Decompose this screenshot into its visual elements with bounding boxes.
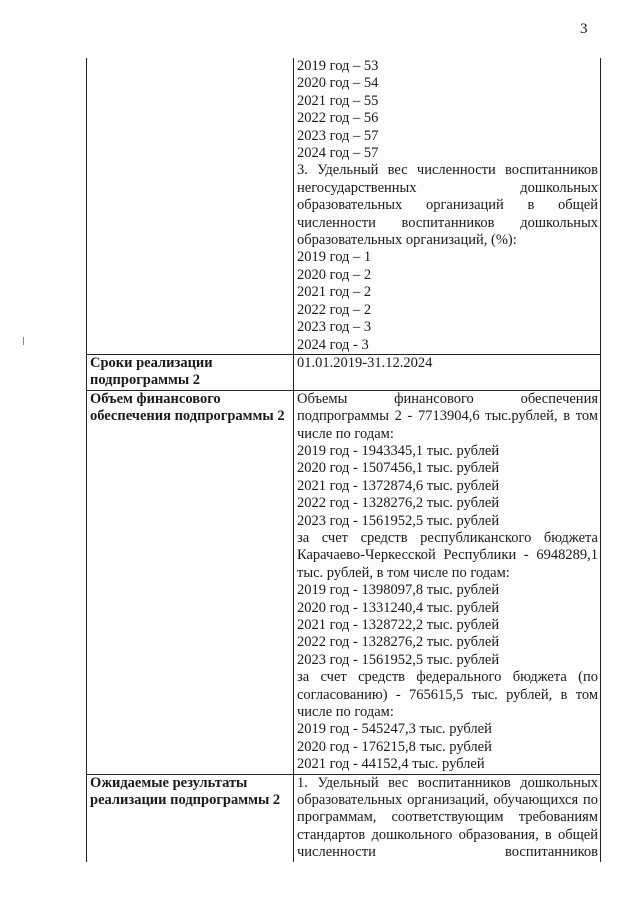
indicator-paragraph: 3. Удельный вес численности воспитанников негосударственных дошкольных образовательных организаций в общей численности воспитанников дошкольных образовательных организаций, (%): bbox=[297, 162, 598, 249]
row-label bbox=[87, 58, 294, 354]
row-content bbox=[294, 774, 601, 862]
funding-line: 2023 год - 1561952,5 тыс. рублей bbox=[297, 651, 500, 668]
funding-paragraph: за счет средств федерального бюджета (по согласованию) - 765615,5 тыс. рублей, в том числе по годам: bbox=[297, 669, 598, 721]
indicator-line: 2024 год – 57 bbox=[297, 145, 379, 162]
funding-line: 2019 год - 1943345,1 тыс. рублей bbox=[297, 442, 500, 459]
row-label: Ожидаемые результаты реализации подпрограммы 2 bbox=[87, 774, 294, 862]
page-number: 3 bbox=[580, 21, 588, 37]
funding-line: 2021 год - 44152,4 тыс. рублей bbox=[297, 756, 485, 773]
funding-line: 2019 год - 545247,3 тыс. рублей bbox=[297, 721, 492, 738]
indicator-line: 2021 год – 55 bbox=[297, 92, 379, 109]
indicator-line: 2024 год - 3 bbox=[297, 336, 369, 353]
indicator-line: 2022 год – 2 bbox=[297, 301, 372, 318]
funding-line: 2023 год - 1561952,5 тыс. рублей bbox=[297, 512, 500, 529]
indicator-line: 2019 год – 53 bbox=[297, 58, 379, 74]
row-content bbox=[294, 354, 601, 390]
results-paragraph: 1. Удельный вес воспитанников дошкольных образовательных организаций, обучающихся по программам, соответствующим требованиям стандартов дошкольного образования, в общей численности воспитанников bbox=[297, 774, 598, 861]
indicator-line: 2019 год – 1 bbox=[297, 249, 372, 266]
passport-table bbox=[86, 58, 601, 862]
row-label: Сроки реализации подпрограммы 2 bbox=[87, 354, 294, 390]
funding-paragraph: Объемы финансового обеспечения подпрограммы 2 - 7713904,6 тыс.рублей, в том числе по годам: bbox=[297, 390, 598, 442]
funding-line: 2020 год - 1507456,1 тыс. рублей bbox=[297, 460, 500, 477]
funding-line: 2022 год - 1328276,2 тыс. рублей bbox=[297, 634, 500, 651]
indicator-line: 2023 год – 57 bbox=[297, 127, 379, 144]
funding-line: 2021 год - 1328722,2 тыс. рублей bbox=[297, 617, 500, 633]
funding-line: 2020 год - 1331240,4 тыс. рублей bbox=[297, 599, 500, 616]
table-row-timeline bbox=[87, 354, 601, 390]
funding-line: 2020 год - 176215,8 тыс. рублей bbox=[297, 738, 492, 755]
timeline-value: 01.01.2019-31.12.2024 bbox=[297, 354, 433, 371]
row-content bbox=[294, 58, 601, 354]
table-row-indicators bbox=[87, 58, 601, 354]
indicator-line: 2021 год – 2 bbox=[297, 284, 372, 301]
indicator-line: 2020 год – 54 bbox=[297, 75, 379, 92]
table-row-results bbox=[87, 774, 601, 862]
indicator-line: 2023 год – 3 bbox=[297, 319, 372, 336]
indicator-line: 2020 год – 2 bbox=[297, 266, 372, 283]
row-content bbox=[294, 390, 601, 774]
funding-line: 2019 год - 1398097,8 тыс. рублей bbox=[297, 582, 500, 599]
row-label: Объем финансового обеспечения подпрограммы 2 bbox=[87, 390, 294, 774]
table-row-funding bbox=[87, 390, 601, 774]
funding-line: 2021 год - 1372874,6 тыс. рублей bbox=[297, 477, 500, 494]
funding-paragraph: за счет средств республиканского бюджета Карачаево-Черкесской Республики - 6948289,1 тыс. рублей, в том числе по годам: bbox=[297, 529, 598, 581]
funding-line: 2022 год - 1328276,2 тыс. рублей bbox=[297, 495, 500, 512]
scan-mark bbox=[23, 337, 24, 345]
indicator-line: 2022 год – 56 bbox=[297, 110, 379, 127]
